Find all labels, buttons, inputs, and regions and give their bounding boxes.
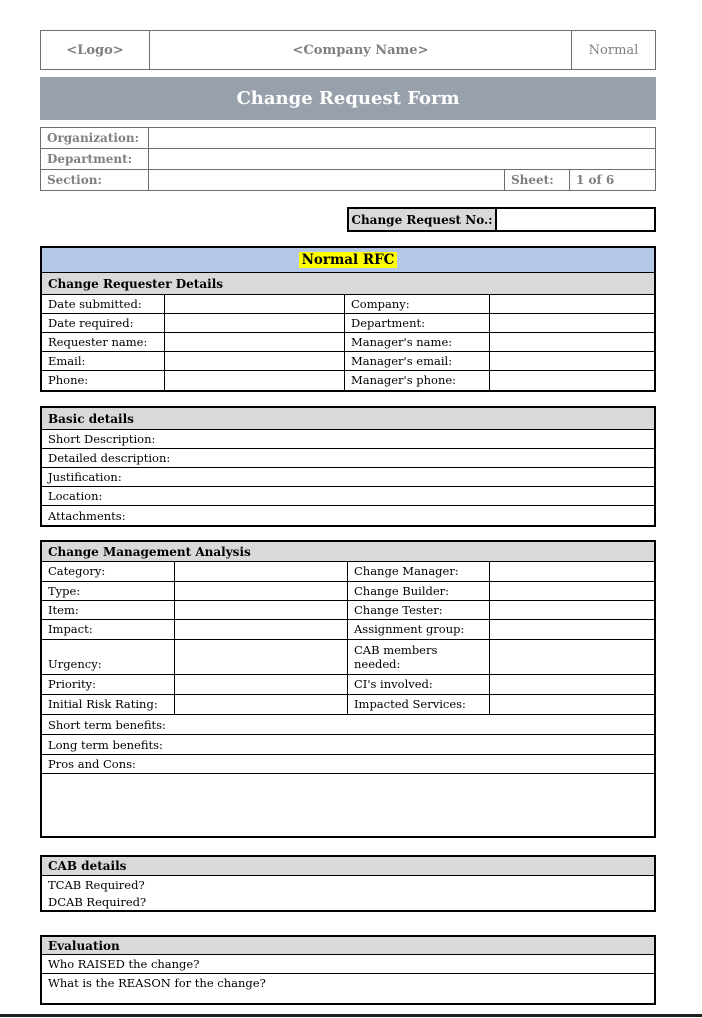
input-area[interactable] <box>145 876 654 893</box>
input-cell[interactable] <box>165 295 345 313</box>
section-heading-cab: CAB details <box>42 857 654 876</box>
organization-input[interactable] <box>149 128 655 148</box>
input-area[interactable] <box>136 755 654 773</box>
field-label: Type: <box>42 582 175 600</box>
input-cell[interactable] <box>165 352 345 370</box>
input-area[interactable] <box>122 468 654 486</box>
section-heading-basic: Basic details <box>42 408 654 430</box>
field-label: Pros and Cons: <box>48 757 136 771</box>
table-row <box>42 371 654 390</box>
rfc-table <box>40 246 656 392</box>
field-label: Manager's name: <box>345 333 490 351</box>
table-row <box>42 487 654 506</box>
section-heading-cma: Change Management Analysis <box>42 542 654 562</box>
table-row <box>42 582 654 601</box>
input-area[interactable] <box>102 487 654 505</box>
rfc-banner <box>42 248 654 273</box>
organization-label: Organization: <box>41 128 149 148</box>
input-cell[interactable] <box>490 333 654 351</box>
field-label: DCAB Required? <box>48 894 147 909</box>
department-input[interactable] <box>149 149 655 169</box>
change-request-no-box <box>347 207 656 232</box>
sheet-value: 1 of 6 <box>576 173 615 187</box>
rfc-banner-text: Normal RFC <box>299 252 398 268</box>
field-label: Attachments: <box>48 508 126 523</box>
field-label: Assignment group: <box>348 620 490 639</box>
field-label: Short Description: <box>48 432 156 446</box>
logo-placeholder: <Logo> <box>41 31 150 69</box>
sheet-label: Sheet: <box>505 170 570 190</box>
basic-details-table <box>40 406 656 527</box>
input-cell[interactable] <box>490 675 654 694</box>
department-label: Department: <box>41 149 149 169</box>
input-cell[interactable] <box>490 582 654 600</box>
field-label: Justification: <box>48 470 122 484</box>
table-row <box>42 893 654 910</box>
table-row <box>42 640 654 675</box>
field-label: CAB members needed: <box>348 640 490 674</box>
field-label: Date required: <box>42 314 165 332</box>
field-label: Email: <box>42 352 165 370</box>
input-cell[interactable] <box>490 620 654 639</box>
table-row <box>42 468 654 487</box>
field-label: What is the REASON for the change? <box>48 976 266 990</box>
input-cell[interactable] <box>175 601 348 619</box>
field-label: TCAB Required? <box>48 877 145 892</box>
input-cell[interactable] <box>175 562 348 581</box>
input-area[interactable] <box>146 893 654 910</box>
section-label: Section: <box>41 170 149 190</box>
input-cell[interactable] <box>165 314 345 332</box>
field-label: Phone: <box>42 371 165 390</box>
input-cell[interactable] <box>490 601 654 619</box>
company-name: <Company Name> <box>150 31 572 69</box>
section-input[interactable] <box>149 170 505 190</box>
table-row <box>42 974 654 1003</box>
page-bottom-edge <box>0 1014 702 1017</box>
table-row <box>42 675 654 695</box>
table-row <box>42 449 654 468</box>
table-row <box>42 715 654 735</box>
field-label: Urgency: <box>42 640 175 674</box>
field-label: Change Builder: <box>348 582 490 600</box>
change-request-no-label: Change Request No.: <box>349 209 497 230</box>
page-title: Change Request Form <box>40 77 656 120</box>
input-cell[interactable] <box>175 620 348 639</box>
field-label: Short term benefits: <box>48 717 166 732</box>
table-row <box>42 506 654 525</box>
field-label: Item: <box>42 601 175 619</box>
field-label: Manager's email: <box>345 352 490 370</box>
field-label: Impacted Services: <box>348 695 490 714</box>
table-row <box>42 620 654 640</box>
table-row <box>42 314 654 333</box>
input-cell[interactable] <box>490 371 654 390</box>
field-label: Initial Risk Rating: <box>42 695 175 714</box>
field-label: Department: <box>345 314 490 332</box>
table-row <box>41 149 655 170</box>
table-row <box>42 601 654 620</box>
input-area[interactable] <box>266 976 654 1003</box>
input-area[interactable] <box>166 715 654 734</box>
input-cell[interactable] <box>175 640 348 674</box>
table-row <box>41 128 655 149</box>
change-management-analysis-table <box>40 540 656 838</box>
input-cell[interactable] <box>175 582 348 600</box>
input-area[interactable] <box>163 735 654 754</box>
input-cell[interactable] <box>175 695 348 714</box>
input-cell[interactable] <box>490 640 654 674</box>
input-area[interactable] <box>199 955 654 973</box>
field-label: Who RAISED the change? <box>48 957 200 971</box>
input-cell[interactable] <box>490 562 654 581</box>
input-cell[interactable] <box>490 352 654 370</box>
field-label: Company: <box>345 295 490 313</box>
table-row <box>41 170 655 190</box>
input-cell[interactable] <box>165 333 345 351</box>
section-heading-requester: Change Requester Details <box>42 273 654 295</box>
input-cell[interactable] <box>490 695 654 714</box>
input-cell[interactable] <box>490 314 654 332</box>
table-row <box>42 735 654 755</box>
doc-type-label: Normal <box>588 42 639 58</box>
table-row <box>42 755 654 774</box>
table-row <box>42 562 654 582</box>
table-row <box>42 333 654 352</box>
pros-cons-input-area[interactable] <box>42 774 654 838</box>
input-cell[interactable] <box>165 371 345 390</box>
input-area[interactable] <box>155 430 654 448</box>
document-header-table <box>40 30 656 70</box>
field-label: CI's involved: <box>348 675 490 694</box>
input-area[interactable] <box>170 449 654 467</box>
field-label: Location: <box>48 489 103 503</box>
field-label: Date submitted: <box>42 295 165 313</box>
input-cell[interactable] <box>490 295 654 313</box>
field-label: Manager's phone: <box>345 371 490 390</box>
field-label: Impact: <box>42 620 175 639</box>
cab-details-table <box>40 855 656 912</box>
table-row <box>42 955 654 974</box>
evaluation-table <box>40 935 656 1005</box>
table-row <box>42 695 654 715</box>
input-area[interactable] <box>126 506 654 525</box>
change-request-no-input[interactable] <box>497 209 654 230</box>
table-row <box>42 430 654 449</box>
section-heading-evaluation: Evaluation <box>42 937 654 955</box>
field-label: Change Tester: <box>348 601 490 619</box>
table-row <box>42 295 654 314</box>
organization-table <box>40 127 656 191</box>
table-row <box>42 352 654 371</box>
field-label: Requester name: <box>42 333 165 351</box>
input-cell[interactable] <box>175 675 348 694</box>
table-row <box>42 876 654 893</box>
field-label: Priority: <box>42 675 175 694</box>
field-label: Long term benefits: <box>48 737 163 752</box>
field-label: Change Manager: <box>348 562 490 581</box>
field-label: Category: <box>42 562 175 581</box>
field-label: Detailed description: <box>48 451 171 465</box>
